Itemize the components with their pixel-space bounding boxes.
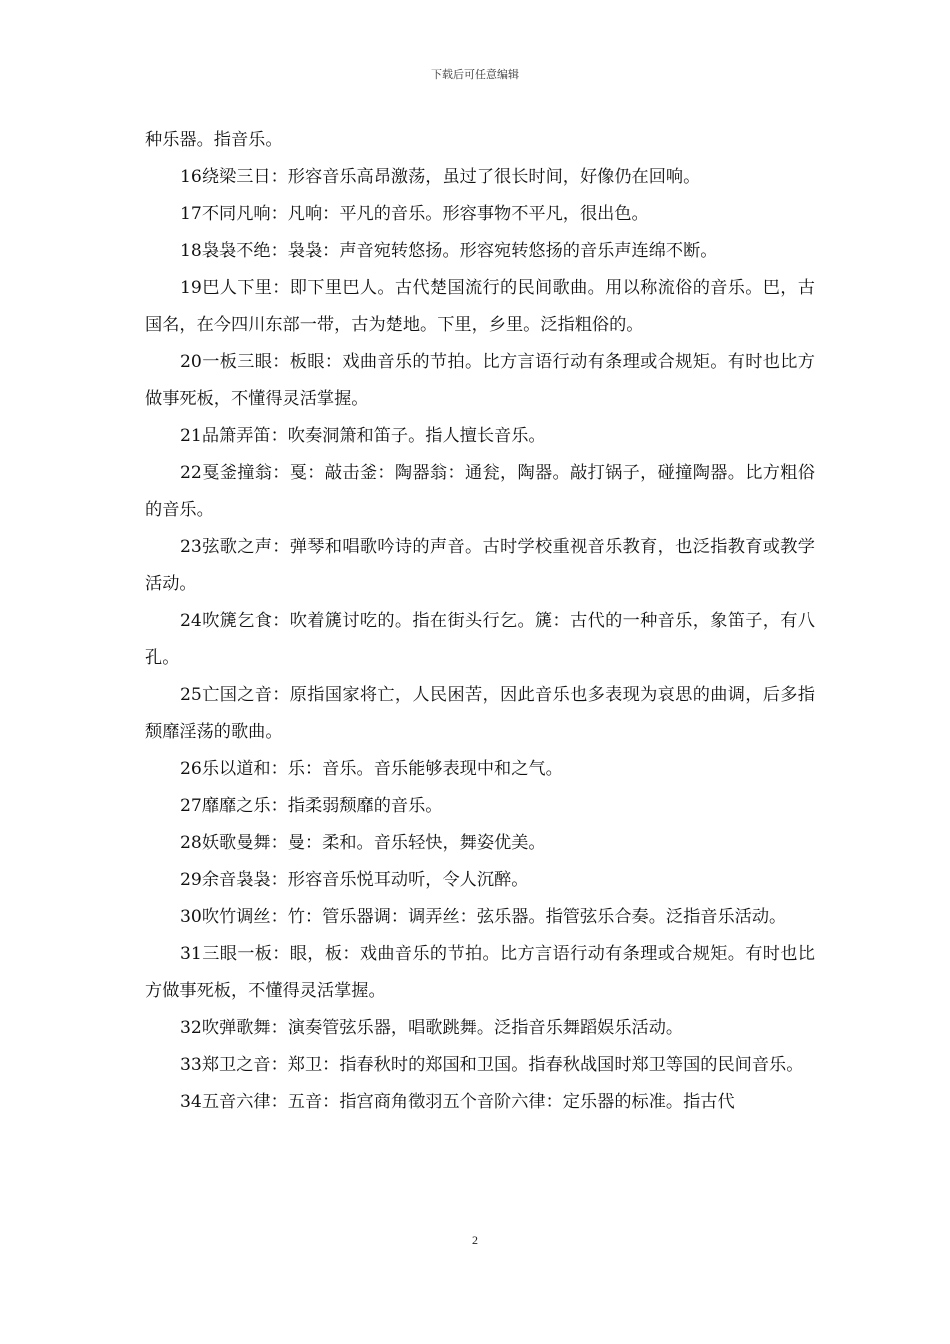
- paragraph-9: 24吹篪乞食：吹着篪讨吃的。指在街头行乞。篪：古代的一种音乐，象笛子，有八孔。: [145, 611, 815, 668]
- paragraph-13: 28妖歌曼舞：曼：柔和。音乐轻快，舞姿优美。: [180, 833, 546, 853]
- paragraph-3: 18袅袅不绝：袅袅：声音宛转悠扬。形容宛转悠扬的音乐声连绵不断。: [180, 241, 718, 261]
- paragraph-1: 16绕梁三日：形容音乐高昂激荡，虽过了很长时间，好像仍在回响。: [180, 167, 701, 187]
- page-number: 2: [472, 1233, 478, 1247]
- document-body: [145, 122, 815, 1121]
- paragraph-5: 20一板三眼：板眼：戏曲音乐的节拍。比方言语行动有条理或合规矩。有时也比方做事死板，不懂得灵活掌握。: [145, 352, 815, 409]
- paragraph-4: 19巴人下里：即下里巴人。古代楚国流行的民间歌曲。用以称流俗的音乐。巴，古国名，在今四川东部一带，古为楚地。下里，乡里。泛指粗俗的。: [145, 278, 815, 335]
- paragraph-6: 21品箫弄笛：吹奏洞箫和笛子。指人擅长音乐。: [180, 426, 546, 446]
- paragraph-0: 种乐器。指音乐。: [145, 130, 283, 150]
- paragraph-14: 29余音袅袅：形容音乐悦耳动听，令人沉醉。: [180, 870, 529, 890]
- paragraph-10: 25亡国之音：原指国家将亡，人民困苦，因此音乐也多表现为哀思的曲调，后多指颓靡淫荡的歌曲。: [145, 685, 815, 742]
- paragraph-18: 33郑卫之音：郑卫：指春秋时的郑国和卫国。指春秋战国时郑卫等国的民间音乐。: [180, 1055, 804, 1075]
- page-header: 下载后可任意编辑: [431, 68, 519, 81]
- paragraph-2: 17不同凡响：凡响：平凡的音乐。形容事物不平凡，很出色。: [180, 204, 649, 224]
- paragraph-19: 34五音六律：五音：指宫商角徵羽五个音阶六律：定乐器的标准。指古代: [180, 1092, 735, 1112]
- paragraph-12: 27靡靡之乐：指柔弱颓靡的音乐。: [180, 796, 443, 816]
- paragraph-11: 26乐以道和：乐：音乐。音乐能够表现中和之气。: [180, 759, 563, 779]
- paragraph-8: 23弦歌之声：弹琴和唱歌吟诗的声音。古时学校重视音乐教育，也泛指教育或教学活动。: [145, 537, 815, 594]
- paragraph-16: 31三眼一板：眼，板：戏曲音乐的节拍。比方言语行动有条理或合规矩。有时也比方做事死板，不懂得灵活掌握。: [145, 944, 815, 1001]
- paragraph-15: 30吹竹调丝：竹：管乐器调：调弄丝：弦乐器。指管弦乐合奏。泛指音乐活动。: [180, 907, 787, 927]
- paragraph-7: 22戛釜撞翁：戛：敲击釜：陶器翁：通瓮，陶器。敲打锅子，碰撞陶器。比方粗俗的音乐。: [145, 463, 815, 520]
- paragraph-17: 32吹弹歌舞：演奏管弦乐器，唱歌跳舞。泛指音乐舞蹈娱乐活动。: [180, 1018, 684, 1038]
